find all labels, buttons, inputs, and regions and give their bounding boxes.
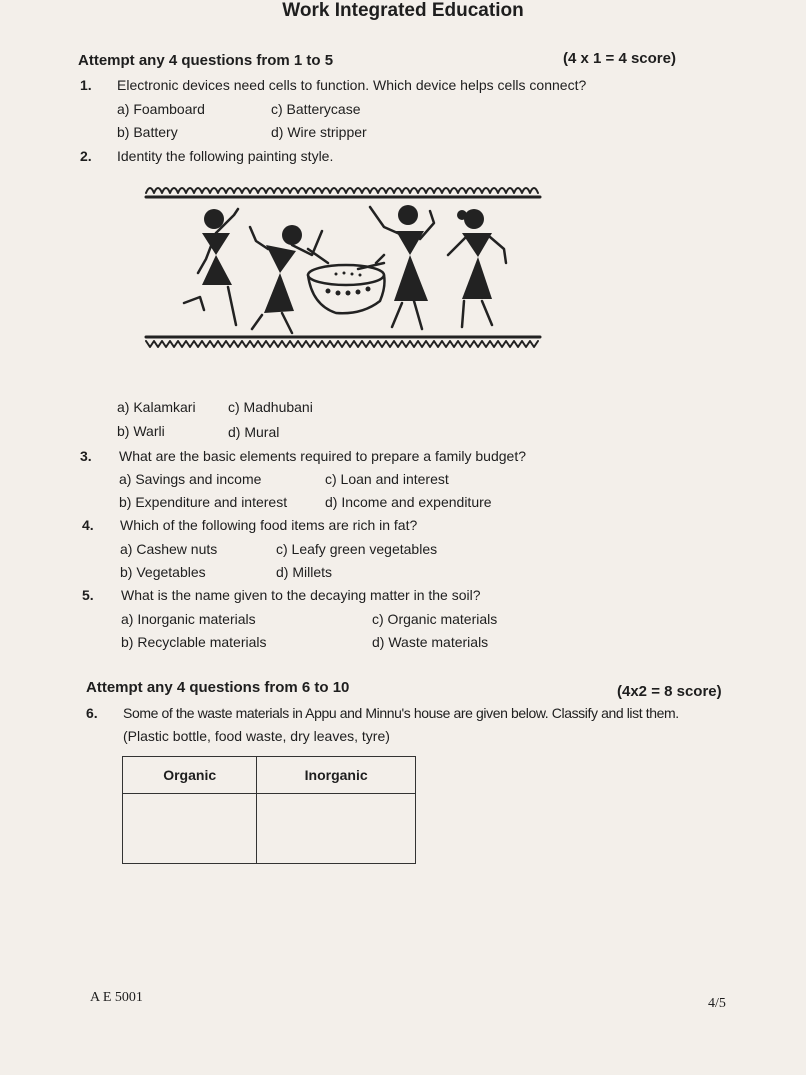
question-number: 2.	[80, 148, 92, 164]
question-number: 1.	[80, 77, 92, 93]
option-c: c) Leafy green vegetables	[276, 541, 438, 557]
question-number: 5.	[82, 587, 94, 603]
organic-column-header: Organic	[123, 757, 257, 794]
option-b: b) Battery	[117, 124, 178, 140]
warli-painting-image	[144, 175, 542, 350]
option-c: c) Madhubani	[228, 399, 313, 415]
paper-code: A E 5001	[90, 990, 143, 1005]
question-number: 4.	[82, 517, 94, 533]
question-text: Identity the following painting style.	[117, 148, 334, 164]
classification-table	[122, 756, 416, 864]
option-a: a) Cashew nuts	[120, 541, 218, 557]
section2-score: (4x2 = 8 score)	[617, 683, 722, 700]
option-b: b) Vegetables	[120, 564, 206, 580]
option-d: d) Waste materials	[372, 634, 489, 650]
section1-instruction: Attempt any 4 questions from 1 to 5	[78, 52, 334, 69]
question-number: 6.	[86, 705, 98, 721]
option-a: a) Kalamkari	[117, 399, 196, 415]
section2-instruction: Attempt any 4 questions from 6 to 10	[86, 679, 350, 696]
page-number: 4/5	[708, 996, 726, 1011]
option-d: d) Wire stripper	[271, 124, 367, 140]
organic-answer-cell	[123, 794, 257, 864]
option-c: c) Loan and interest	[325, 471, 449, 487]
page-title: Work Integrated Education	[282, 0, 524, 21]
option-a: a) Savings and income	[119, 471, 262, 487]
option-c: c) Organic materials	[372, 611, 498, 627]
option-d: d) Mural	[228, 424, 280, 440]
question-text: Some of the waste materials in Appu and Minnu's house are given below. Classify and list them.	[123, 705, 679, 721]
option-b: b) Recyclable materials	[121, 634, 267, 650]
waste-items-list: (Plastic bottle, food waste, dry leaves, tyre)	[123, 728, 390, 744]
option-a: a) Foamboard	[117, 101, 205, 117]
option-d: d) Millets	[276, 564, 333, 580]
question-text: What are the basic elements required to prepare a family budget?	[119, 448, 527, 464]
option-b: b) Warli	[117, 423, 165, 439]
question-number: 3.	[80, 448, 92, 464]
option-c: c) Batterycase	[271, 101, 361, 117]
option-d: d) Income and expenditure	[325, 494, 492, 510]
section1-score: (4 x 1 = 4 score)	[563, 50, 676, 67]
question-text: Electronic devices need cells to function. Which device helps cells connect?	[117, 77, 587, 93]
option-b: b) Expenditure and interest	[119, 494, 288, 510]
question-text: What is the name given to the decaying matter in the soil?	[121, 587, 481, 603]
inorganic-column-header: Inorganic	[257, 757, 416, 794]
inorganic-answer-cell	[257, 794, 416, 864]
question-text: Which of the following food items are rich in fat?	[120, 517, 418, 533]
option-a: a) Inorganic materials	[121, 611, 256, 627]
